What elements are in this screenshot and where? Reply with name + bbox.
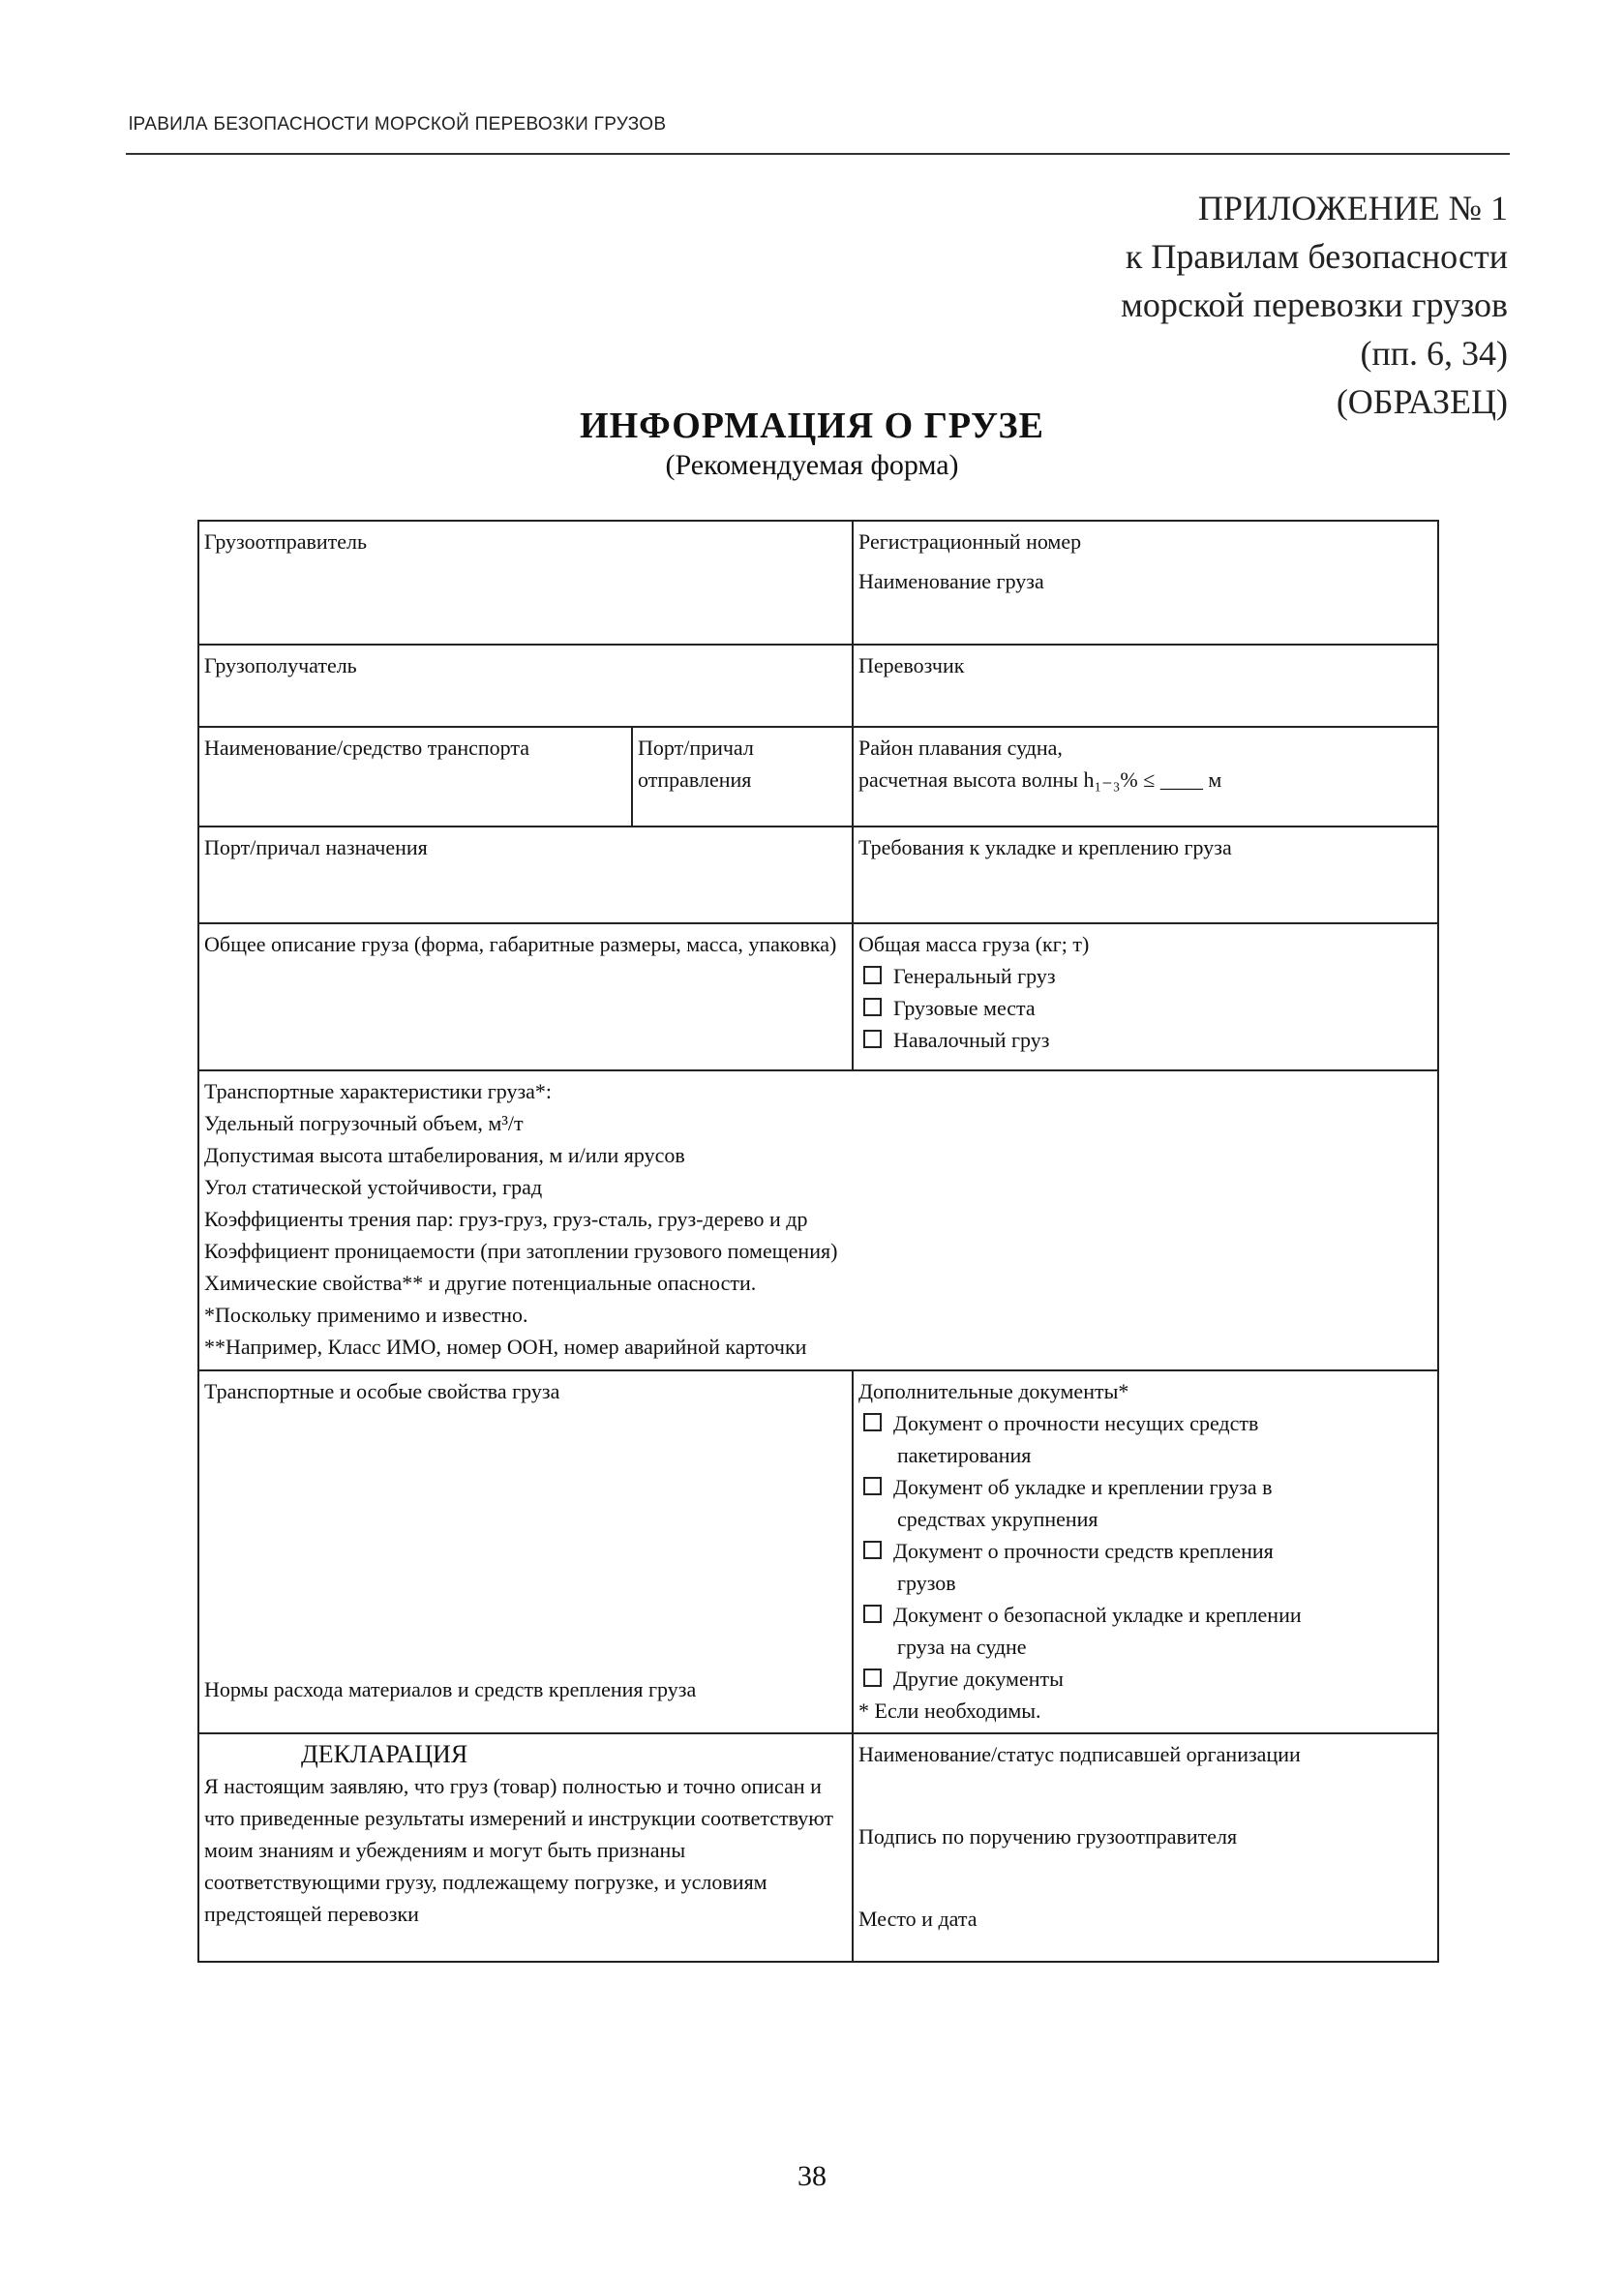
total-mass-cell <box>853 923 1438 1070</box>
declaration-title: ДЕКЛАРАЦИЯ <box>301 1740 468 1768</box>
checkbox-icon[interactable] <box>863 998 882 1016</box>
registration-cell[interactable] <box>853 521 1438 645</box>
characteristics-line: **Например, Класс ИМО, номер ООН, номер аварийной карточки <box>204 1335 807 1359</box>
characteristics-line: Угол статической устойчивости, град <box>204 1175 543 1199</box>
navigation-area-label: Район плавания судна, <box>858 736 1063 760</box>
destination-port-label: Порт/причал назначения <box>204 835 428 859</box>
shipper-cell[interactable] <box>198 521 853 645</box>
cargo-type-label: Генеральный груз <box>893 964 1056 988</box>
running-header: lРАВИЛА БЕЗОПАСНОСТИ МОРСКОЙ ПЕРЕВОЗКИ ГРУЗОВ <box>129 114 667 135</box>
form-subtitle: (Рекомендуемая форма) <box>665 449 959 481</box>
doc-option[interactable] <box>858 1471 1432 1503</box>
cargo-type-option[interactable] <box>858 960 1432 992</box>
general-description-cell[interactable] <box>198 923 853 1070</box>
place-date-label: Место и дата <box>858 1907 977 1931</box>
doc-option[interactable] <box>858 1599 1432 1631</box>
cargo-info-form <box>197 520 1439 1963</box>
wave-height-label: расчетная высота волны h₁₋₃% ≤ ____ м <box>858 767 1222 792</box>
declaration-cell <box>198 1733 853 1962</box>
characteristics-line: Химические свойства** и другие потенциальные опасности. <box>204 1271 757 1295</box>
doc-label-continuation: пакетирования <box>897 1443 1032 1467</box>
characteristics-line: Коэффициенты трения пар: груз-груз, груз-сталь, груз-дерево и др <box>204 1207 808 1231</box>
doc-label-continuation: грузов <box>897 1571 956 1595</box>
declaration-text: Я настоящим заявляю, что груз (товар) полностью и точно описан и что приведенные результаты измерений и инструкции соответствуют моим знаниям и убеждениям и могут быть признаны соответствующими грузу, подлежащему погрузке, и условиям предстоящей перевозки <box>204 1774 834 1926</box>
signature-cell[interactable] <box>853 1733 1438 1962</box>
appendix-block <box>1121 184 1508 426</box>
doc-option[interactable] <box>858 1407 1432 1439</box>
general-description-label: Общее описание груза (форма, габаритные размеры, масса, упаковка) <box>204 932 837 956</box>
doc-label-continuation: груза на судне <box>897 1635 1027 1659</box>
checkbox-icon[interactable] <box>863 1669 882 1687</box>
carrier-cell[interactable] <box>853 645 1438 727</box>
characteristics-line: Транспортные характеристики груза*: <box>204 1079 553 1103</box>
appendix-line-5: (ОБРАЗЕЦ) <box>1336 382 1508 421</box>
cargo-type-label: Навалочный груз <box>893 1028 1050 1052</box>
characteristics-line: Коэффициент проницаемости (при затоплении грузового помещения) <box>204 1239 838 1263</box>
doc-label: Документ о прочности средств крепления <box>893 1539 1274 1563</box>
transport-cell[interactable] <box>198 727 632 827</box>
characteristics-line: Допустимая высота штабелирования, м и/или ярусов <box>204 1143 685 1167</box>
special-properties-cell[interactable] <box>198 1370 853 1733</box>
departure-port-cell[interactable] <box>632 727 853 827</box>
checkbox-icon[interactable] <box>863 1030 882 1048</box>
additional-docs-cell <box>853 1370 1438 1733</box>
cargo-type-label: Грузовые места <box>893 996 1036 1020</box>
if-needed-note: * Если необходимы. <box>858 1699 1041 1723</box>
characteristics-line: Удельный погрузочный объем, м³/т <box>204 1111 524 1135</box>
shipper-label: Грузоотправитель <box>204 529 368 554</box>
appendix-line-4: (пп. 6, 34) <box>1360 334 1508 373</box>
doc-label: Документ о безопасной укладке и креплении <box>893 1603 1302 1627</box>
cargo-type-option[interactable] <box>858 1024 1432 1056</box>
form-title: ИНФОРМАЦИЯ О ГРУЗЕ <box>580 406 1044 446</box>
appendix-line-1: ПРИЛОЖЕНИЕ № 1 <box>1197 189 1508 227</box>
reg-number-label: Регистрационный номер <box>858 529 1082 554</box>
characteristics-line: *Поскольку применимо и известно. <box>204 1303 528 1327</box>
carrier-label: Перевозчик <box>858 653 965 677</box>
consignee-label: Грузополучатель <box>204 653 357 677</box>
additional-docs-title: Дополнительные документы* <box>858 1379 1129 1403</box>
appendix-line-3: морской перевозки грузов <box>1121 286 1508 324</box>
doc-label-continuation: средствах укрупнения <box>897 1507 1098 1531</box>
material-norms-label: Нормы расхода материалов и средств крепления груза <box>204 1677 697 1701</box>
checkbox-icon[interactable] <box>863 966 882 984</box>
doc-option[interactable] <box>858 1535 1432 1567</box>
transport-label: Наименование/средство транспорта <box>204 736 530 760</box>
consignee-cell[interactable] <box>198 645 853 727</box>
checkbox-icon[interactable] <box>863 1413 882 1431</box>
checkbox-icon[interactable] <box>863 1541 882 1559</box>
checkbox-icon[interactable] <box>863 1605 882 1623</box>
doc-label: Документ об укладке и креплении груза в <box>893 1475 1273 1499</box>
total-mass-label: Общая масса груза (кг; т) <box>858 932 1090 956</box>
header-rule <box>126 153 1510 155</box>
stowage-label: Требования к укладке и креплению груза <box>858 835 1232 859</box>
stowage-cell[interactable] <box>853 827 1438 923</box>
navigation-area-cell[interactable] <box>853 727 1438 827</box>
cargo-name-label: Наименование груза <box>858 569 1044 593</box>
signer-org-label: Наименование/статус подписавшей организации <box>858 1742 1301 1766</box>
special-properties-label: Транспортные и особые свойства груза <box>204 1379 560 1403</box>
page-number: 38 <box>797 2160 827 2192</box>
signature-label: Подпись по поручению грузоотправителя <box>858 1824 1238 1849</box>
destination-port-cell[interactable] <box>198 827 853 923</box>
transport-characteristics-cell[interactable] <box>198 1070 1438 1370</box>
appendix-line-2: к Правилам безопасности <box>1125 237 1508 276</box>
doc-option[interactable] <box>858 1663 1432 1695</box>
doc-label: Документ о прочности несущих средств <box>893 1411 1259 1435</box>
doc-label: Другие документы <box>893 1667 1064 1691</box>
cargo-type-option[interactable] <box>858 992 1432 1024</box>
checkbox-icon[interactable] <box>863 1477 882 1495</box>
departure-port-label: Порт/причал отправления <box>638 736 754 792</box>
